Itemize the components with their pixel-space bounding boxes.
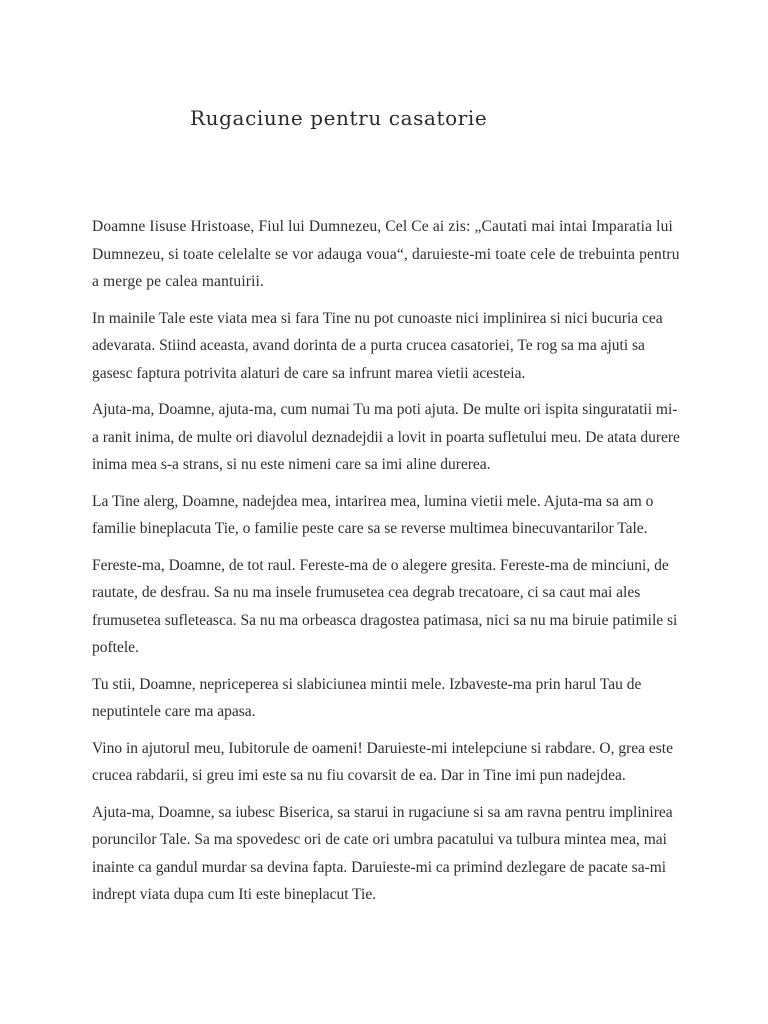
paragraph: Tu stii, Doamne, nepriceperea si slabiciunea mintii mele. Izbaveste-ma prin harul Tau de neputintele care ma apasa. [92, 675, 642, 720]
paragraph: Doamne Iisuse Hristoase, Fiul lui Dumnezeu, Cel Ce ai zis: „Cautati mai intai Imparatia lui Dumnezeu, si toate celelalte se vor adauga voua“, daruieste-mi toate cele de trebuinta pentru a merge pe calea mantuirii. [92, 218, 680, 290]
paragraph: Fereste-ma, Doamne, de tot raul. Fereste-ma de o alegere gresita. Fereste-ma de minciuni, de rautate, de desfrau. Sa nu ma insele frumusetea cea degrab trecatoare, ci sa caut mai ales frumusetea sufleteasca. Sa nu ma orbeasca dragostea patimasa, nici sa nu ma biruie patimile si poftele. [92, 556, 678, 656]
paragraph: Ajuta-ma, Doamne, ajuta-ma, cum numai Tu ma poti ajuta. De multe ori ispita singuratatii mi-a ranit inima, de multe ori diavolul deznadejdii a lovit in poarta sufletului meu. De atata durere inima mea s-a strans, si nu este nimeni care sa imi aline durerea. [92, 401, 680, 473]
paragraph: Ajuta-ma, Doamne, sa iubesc Biserica, sa starui in rugaciune si sa am ravna pentru implinirea poruncilor Tale. Sa ma spovedesc ori de cate ori umbra pacatului va tulbura mintea mea, mai inainte ca gandul murdar sa devina fapta. Daruieste-mi ca primind dezlegare de pacate sa-mi indrept viata dupa cum Iti este bineplacut Tie. [92, 803, 673, 903]
document-body [92, 213, 684, 918]
paragraph: La Tine alerg, Doamne, nadejdea mea, intarirea mea, lumina vietii mele. Ajuta-ma sa am o familie bineplacuta Tie, o familie peste care sa se reverse multimea binecuvantarilor Tale. [92, 492, 654, 537]
paragraph: In mainile Tale este viata mea si fara Tine nu pot cunoaste nici implinirea si nici bucuria cea adevarata. Stiind aceasta, avand dorinta de a purta crucea casatoriei, Te rog sa ma ajuti sa gasesc faptura potrivita alaturi de care sa infrunt marea vietii acesteia. [92, 309, 663, 382]
paragraph: Vino in ajutorul meu, Iubitorule de oameni! Daruieste-mi intelepciune si rabdare. O, grea este crucea rabdarii, si greu imi este sa nu fiu covarsit de ea. Dar in Tine imi pun nadejdea. [92, 739, 673, 784]
document-title: Rugaciune pentru casatorie [190, 106, 488, 130]
